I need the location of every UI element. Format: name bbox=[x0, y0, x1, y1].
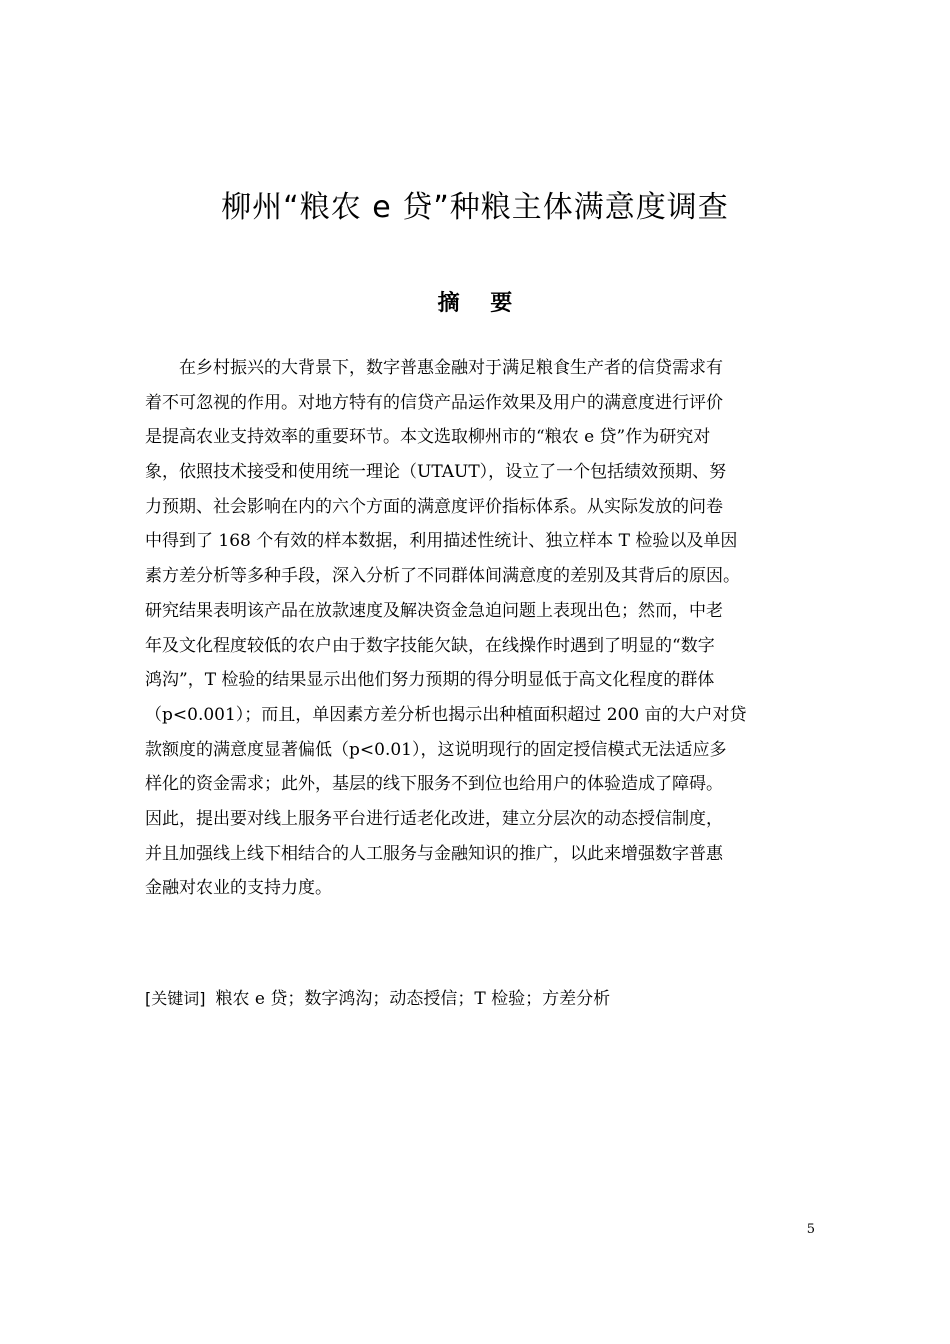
abstract-line: 款额度的满意度显著偏低（p<0.01），这说明现行的固定授信模式无法适应多 bbox=[145, 739, 727, 760]
abstract-line: 中得到了 168 个有效的样本数据，利用描述性统计、独立样本 T 检验以及单因 bbox=[145, 531, 738, 552]
abstract-line: 研究结果表明该产品在放款速度及解决资金急迫问题上表现出色；然而，中老 bbox=[145, 600, 723, 621]
abstract-line: 象，依照技术接受和使用统一理论（UTAUT），设立了一个包括绩效预期、努 bbox=[145, 462, 727, 483]
page-number: 5 bbox=[806, 1222, 815, 1237]
abstract-line: 在乡村振兴的大背景下，数字普惠金融对于满足粮食生产者的信贷需求有 bbox=[179, 358, 723, 378]
abstract-line: 并且加强线上线下相结合的人工服务与金融知识的推广，以此来增强数字普惠 bbox=[145, 843, 723, 864]
abstract-line: 鸿沟”，T 检验的结果显示出他们努力预期的得分明显低于高文化程度的群体 bbox=[145, 670, 715, 691]
abstract-line: 素方差分析等多种手段，深入分析了不同群体间满意度的差别及其背后的原因。 bbox=[145, 566, 740, 587]
abstract-heading: 摘 要 bbox=[437, 291, 513, 316]
abstract-body bbox=[145, 351, 813, 906]
keywords-line bbox=[145, 982, 610, 1016]
abstract-line: （p<0.001）；而且，单因素方差分析也揭示出种植面积超过 200 亩的大户对贷 bbox=[145, 704, 747, 725]
abstract-line: 力预期、社会影响在内的六个方面的满意度评价指标体系。从实际发放的问卷 bbox=[145, 496, 723, 517]
keywords-label: [关键词] bbox=[145, 989, 206, 1008]
abstract-line: 年及文化程度较低的农户由于数字技能欠缺，在线操作时遇到了明显的“数字 bbox=[145, 635, 715, 656]
abstract-line: 着不可忽视的作用。对地方特有的信贷产品运作效果及用户的满意度进行评价 bbox=[145, 392, 723, 413]
abstract-line: 是提高农业支持效率的重要环节。本文选取柳州市的“粮农 e 贷”作为研究对 bbox=[145, 427, 711, 448]
abstract-line: 金融对农业的支持力度。 bbox=[145, 878, 332, 899]
document-title: 柳州“粮农 e 贷”种粮主体满意度调查 bbox=[221, 190, 729, 225]
abstract-line: 因此，提出要对线上服务平台进行适老化改进，建立分层次的动态授信制度， bbox=[145, 808, 723, 829]
keywords-text: 粮农 e 贷；数字鸿沟；动态授信；T 检验；方差分析 bbox=[215, 989, 611, 1009]
abstract-line: 样化的资金需求；此外，基层的线下服务不到位也给用户的体验造成了障碍。 bbox=[145, 774, 723, 795]
